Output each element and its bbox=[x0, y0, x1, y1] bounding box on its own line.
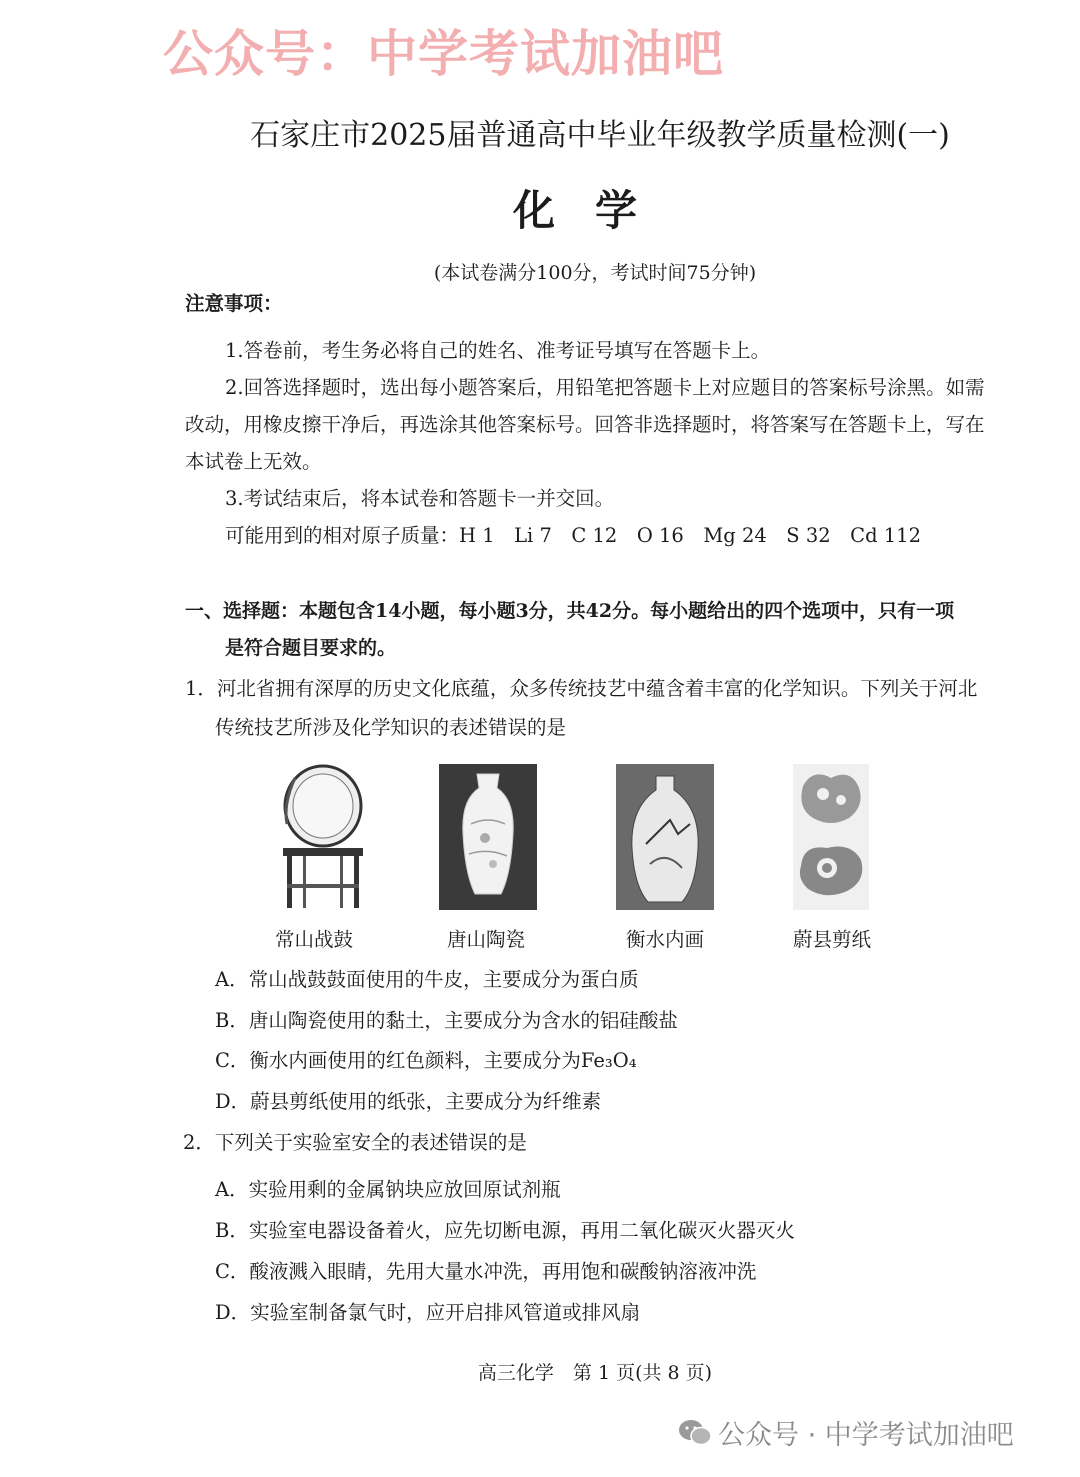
notes-item-2-line-1: 2.回答选择题时，选出每小题答案后，用铅笔把答题卡上对应题目的答案标号涂黑。如需 bbox=[225, 376, 985, 399]
caption-paper-cut: 蔚县剪纸 bbox=[793, 928, 872, 951]
q1-stem-line-1: 1．河北省拥有深厚的历史文化底蕴，众多传统技艺中蕴含着丰富的化学知识。下列关于河北 bbox=[185, 677, 978, 700]
notes-item-2-line-3: 本试卷上无效。 bbox=[185, 450, 322, 473]
caption-inner-painting: 衡水内画 bbox=[626, 928, 705, 951]
notes-item-2-line-2: 改动，用橡皮擦干净后，再选涂其他答案标号。回答非选择题时，将答案写在答题卡上，写在 bbox=[185, 413, 985, 436]
page-footer: 高三化学 第 1 页(共 8 页) bbox=[477, 1362, 713, 1384]
q2-option-d: D．实验室制备氯气时，应开启排风管道或排风扇 bbox=[215, 1301, 641, 1324]
exam-title: 石家庄市2025届普通高中毕业年级教学质量检测(一) bbox=[250, 118, 950, 153]
atomic-masses: 可能用到的相对原子质量：H 1 Li 7 C 12 O 16 Mg 24 S 32 Cd 112 bbox=[225, 524, 921, 547]
q1-option-c bbox=[215, 1047, 637, 1075]
q2-option-c: C．酸液溅入眼睛，先用大量水冲洗，再用饱和碳酸钠溶液冲洗 bbox=[215, 1260, 757, 1283]
drum-image bbox=[273, 764, 373, 910]
exam-info: (本试卷满分100分，考试时间75分钟) bbox=[433, 262, 757, 284]
notes-item-1: 1.答卷前，考生务必将自己的姓名、准考证号填写在答题卡上。 bbox=[225, 339, 771, 362]
notes-item-3: 3.考试结束后，将本试卷和答题卡一并交回。 bbox=[225, 487, 615, 510]
watermark-bottom-text: 公众号 · 中学考试加油吧 bbox=[718, 1420, 1014, 1451]
q2-stem: 2．下列关于实验室安全的表述错误的是 bbox=[183, 1131, 527, 1154]
q1-option-c-text: C．衡水内画使用的红色颜料，主要成分为 bbox=[215, 1049, 581, 1072]
notes-heading: 注意事项： bbox=[185, 292, 283, 315]
wechat-icon bbox=[678, 1419, 712, 1454]
section-1-heading-line-1: 一、选择题：本题包含14小题，每小题3分，共42分。每小题给出的四个选项中，只有一项 bbox=[185, 600, 955, 622]
q2-option-b: B．实验室电器设备着火，应先切断电源，再用二氧化碳灭火器灭火 bbox=[215, 1219, 795, 1242]
vase-image bbox=[439, 764, 537, 910]
q1-option-b: B．唐山陶瓷使用的黏土，主要成分为含水的铝硅酸盐 bbox=[215, 1009, 678, 1032]
subject-title: 化学 bbox=[512, 186, 677, 235]
q1-option-a: A．常山战鼓鼓面使用的牛皮，主要成分为蛋白质 bbox=[215, 968, 639, 991]
q1-option-d: D．蔚县剪纸使用的纸张，主要成分为纤维素 bbox=[215, 1090, 602, 1113]
caption-vase: 唐山陶瓷 bbox=[447, 928, 526, 951]
paper-cut-image bbox=[793, 764, 869, 910]
watermark-top: 公众号：中学考试加油吧 bbox=[163, 25, 724, 83]
inner-painting-bottle-image bbox=[616, 764, 714, 910]
watermark-bottom bbox=[678, 1413, 1014, 1454]
q1-stem-line-2: 传统技艺所涉及化学知识的表述错误的是 bbox=[215, 716, 567, 739]
caption-drum: 常山战鼓 bbox=[275, 928, 354, 951]
q2-option-a: A．实验用剩的金属钠块应放回原试剂瓶 bbox=[215, 1178, 561, 1201]
q1-option-c-formula: Fe₃O₄ bbox=[580, 1049, 637, 1072]
section-1-heading-line-2: 是符合题目要求的。 bbox=[225, 637, 397, 659]
